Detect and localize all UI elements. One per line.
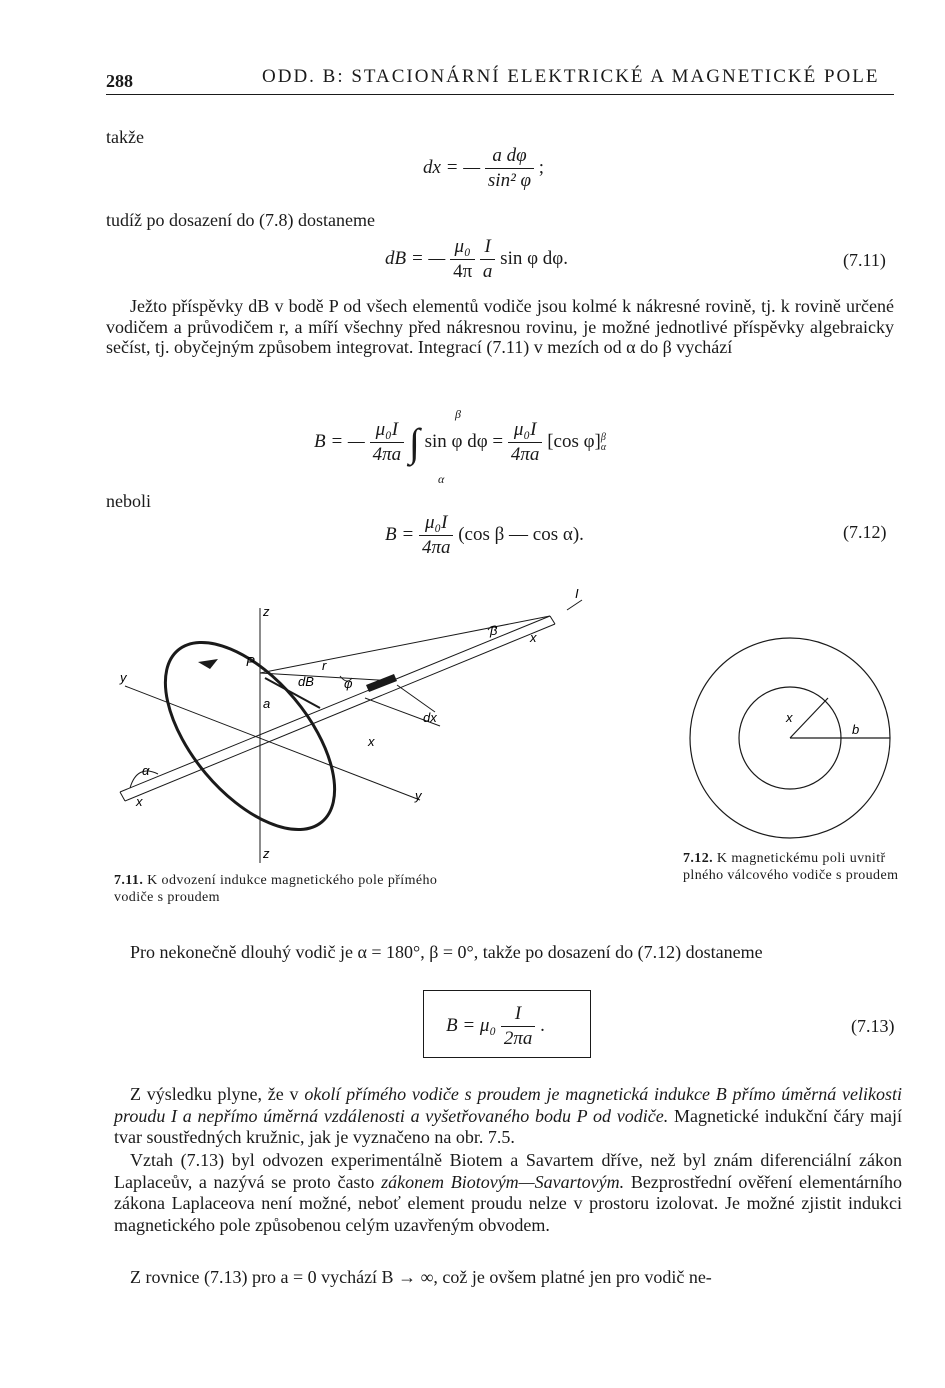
bracket-sup: β — [600, 431, 606, 443]
text-run: Bezprostřední ověření elementárního zákona Laplaceova není možné, neboť element proudu nelze v prostoru izolovat. Je možné zjistit indukci magnetického pole způsobenou celým uzavřeným obvodem. — [114, 1171, 903, 1235]
figure-7-12-caption — [683, 850, 903, 884]
paragraph-z-vysledku — [114, 1084, 902, 1149]
emphasis-run: zákonem Biotovým—Savartovým. — [381, 1171, 625, 1192]
eq-tail: . — [540, 1014, 545, 1036]
eq-lhs: B = — — [314, 430, 365, 452]
label-a: a — [263, 696, 271, 711]
circular-loop — [134, 613, 367, 859]
eq-body: sin φ dφ = — [424, 430, 504, 452]
eq-lhs: dx = — — [423, 156, 481, 178]
radius-x — [790, 698, 828, 738]
label-x-right: x — [530, 630, 537, 645]
label-dx: dx — [423, 710, 437, 725]
paragraph-neboli: neboli — [106, 491, 151, 511]
label-beta: β — [490, 623, 498, 638]
figure-7-11-caption — [114, 872, 474, 906]
equation-dx — [423, 145, 544, 192]
label-current: I — [575, 586, 579, 601]
equation-7-13-box — [423, 990, 591, 1058]
eq-tail: ; — [538, 156, 545, 178]
eq-num: I — [501, 1003, 536, 1027]
running-title: ODD. B: STACIONÁRNÍ ELEKTRICKÉ A MAGNETICKÉ POLE — [262, 66, 880, 87]
conductor-edge-1 — [120, 616, 550, 792]
eq-num: I — [480, 236, 496, 260]
eq-lhs: dB = — — [385, 247, 446, 269]
bracket-sub: α — [600, 441, 607, 453]
eq-den: 4πa — [372, 444, 402, 465]
caption-text: K odvození indukce magnetického pole přímého vodiče s proudem — [114, 873, 438, 905]
text-run: Z výsledku plyne, že v — [130, 1084, 305, 1104]
eq-tail: [cos φ] — [547, 430, 601, 452]
eq-lhs: B = — [385, 523, 415, 545]
label-x-mid: x — [368, 734, 375, 749]
paragraph-vztah — [114, 1150, 902, 1236]
label-y-right: y — [415, 788, 422, 803]
paragraph-tudiz: tudíž po dosazení do (7.8) dostaneme — [106, 210, 375, 230]
current-element-hatch — [366, 674, 397, 692]
text-run: Vztah (7.13) byl odvozen experimentálně Biotem a Savartem dříve, než byl znám diferenciální zákon Laplaceův, a nazývá se proto často — [114, 1150, 902, 1192]
label-z-top: z — [263, 604, 270, 619]
eq-num: μ₀I — [508, 419, 543, 443]
eq-num: μ₀I — [370, 419, 405, 443]
label-y-left: y — [120, 670, 127, 685]
integral-upper: β — [455, 407, 461, 421]
paragraph-takze: takže — [106, 127, 144, 147]
caption-number: 7.11. — [114, 873, 144, 888]
label-phi: φ — [344, 676, 353, 691]
dx-bracket-2 — [397, 685, 435, 712]
eq-den: a — [482, 261, 493, 282]
eq-den: sin² φ — [487, 170, 532, 191]
eq-lhs: B = μ₀ — [446, 1014, 497, 1036]
eq-den: 4πa — [421, 537, 451, 558]
label-alpha: α — [142, 763, 150, 778]
equation-integral — [314, 419, 606, 466]
eq-tail: (cos β — cos α). — [458, 523, 584, 545]
equation-7-11 — [385, 236, 568, 283]
conductor-end-right — [550, 616, 555, 624]
conductor-end-left — [120, 792, 125, 801]
loop-arrow-icon — [198, 659, 218, 669]
conductor-edge-2 — [125, 624, 555, 801]
integral-lower: α — [438, 472, 445, 486]
paragraph-z-rovnice: Z rovnice (7.13) pro a = 0 vychází B → ∞, což je ovšem platné jen pro vodič ne- — [130, 1267, 712, 1287]
eq-den: 4πa — [510, 444, 540, 465]
integral-sign: ∫ — [408, 420, 420, 465]
equation-number-7-13: (7.13) — [851, 1016, 895, 1036]
figure-7-12-diagram — [680, 630, 900, 850]
label-db: dB — [298, 674, 314, 689]
label-z-bottom: z — [263, 846, 270, 861]
label-x: x — [786, 710, 793, 725]
eq-den: 4π — [453, 261, 473, 282]
label-r: r — [322, 658, 327, 673]
paragraph-jezto: Ježto příspěvky dB v bodě P od všech elementů vodiče jsou kolmé k nákresné rovině, tj. k rovině určené vodičem a průvodičem r, a míří všechny před nákresnou rovinu, je možné jednotlivé příspěvky algebraicky sečíst, tj. obyčejným způsobem integrovat. Integrací (7.11) v mezích od α do β vychází — [106, 296, 894, 357]
equation-number-7-11: (7.11) — [843, 250, 886, 270]
label-p: P — [246, 654, 255, 669]
caption-text: K magnetickému poli uvnitř plného válcového vodiče s proudem — [683, 851, 899, 883]
text-run: Magnetické indukční čáry mají tvar soustředných kružnic, jak je vyznačeno na obr. 7.5. — [114, 1105, 903, 1147]
paragraph-pro: Pro nekonečně dlouhý vodič je α = 180°, β = 0°, takže po dosazení do (7.12) dostaneme — [130, 942, 763, 962]
equation-7-12 — [385, 512, 584, 559]
eq-num: μ₀I — [419, 512, 454, 536]
eq-den: 2πa — [503, 1028, 533, 1049]
radius-vector-r — [260, 673, 395, 681]
figure-7-11-diagram — [100, 578, 620, 868]
page-number: 288 — [106, 71, 133, 91]
equation-number-7-12: (7.12) — [843, 522, 887, 542]
label-b: b — [852, 722, 860, 737]
header-rule — [106, 94, 894, 95]
caption-number: 7.12. — [683, 851, 713, 866]
eq-num: μ₀ — [450, 236, 475, 260]
eq-num: a dφ — [485, 145, 534, 169]
label-x-left: x — [136, 794, 143, 809]
current-arrow — [567, 600, 582, 610]
eq-tail: sin φ dφ. — [500, 247, 569, 269]
emphasis-run: okolí přímého vodiče s proudem je magnetická indukce B přímo úměrná velikosti proudu I a nepřímo úměrná vzdálenosti a vyšetřovaného bodu P od vodiče. — [114, 1084, 902, 1126]
